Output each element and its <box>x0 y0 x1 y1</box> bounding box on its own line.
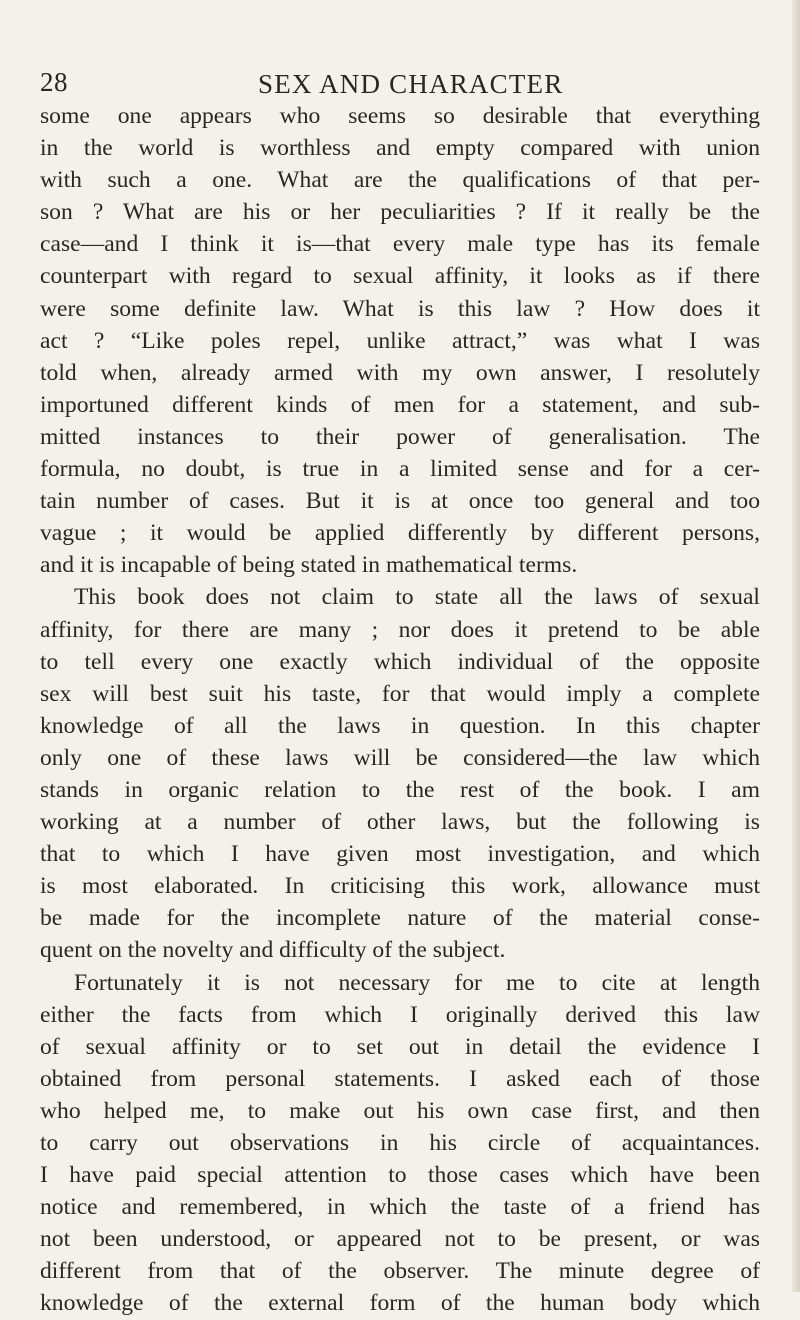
text-line: only one of these laws will be considered—the law which <box>40 744 760 771</box>
text-line: case—and I think it is—that every male type has its female <box>40 231 760 258</box>
text-line: vague ; it would be applied differently by different persons, <box>40 520 760 547</box>
text-line: to carry out observations in his circle of acquaintances. <box>40 1130 760 1156</box>
text-line: affinity, for there are many ; nor does it pretend to be able <box>40 616 760 643</box>
text-line: not been understood, or appeared not to be present, or was <box>40 1226 760 1253</box>
text-line: either the facts from which I originally derived this law <box>40 1001 760 1028</box>
text-line: tain number of cases. But it is at once too general and too <box>40 488 760 515</box>
text-line: to tell every one exactly which individual of the opposite <box>40 648 760 675</box>
paragraph-last-line: and it is incapable of being stated in mathematical terms. <box>40 552 578 579</box>
text-line: act ? “Like poles repel, unlike attract,” was what I was <box>40 327 760 354</box>
text-line: notice and remembered, in which the taste of a friend has <box>40 1194 760 1221</box>
text-line: I have paid special attention to those cases which have been <box>40 1162 760 1189</box>
text-line: of sexual affinity or to set out in detail the evidence I <box>40 1033 760 1060</box>
text-line: that to which I have given most investigation, and which <box>40 841 760 868</box>
text-line: with such a one. What are the qualifications of that per- <box>40 167 760 194</box>
text-line: in the world is worthless and empty compared with union <box>40 135 760 162</box>
body-text <box>40 100 760 1320</box>
running-title: SEX AND CHARACTER <box>258 69 564 99</box>
text-line: were some definite law. What is this law ? How does it <box>40 295 760 322</box>
paragraph-first-line: Fortunately it is not necessary for me to cite at length <box>74 969 760 996</box>
text-line: sex will best suit his taste, for that would imply a complete <box>40 680 760 707</box>
text-line: knowledge of all the laws in question. In this chapter <box>40 712 760 739</box>
paragraph-first-line: This book does not claim to state all the laws of sexual <box>74 584 760 611</box>
page-edge <box>792 0 800 1292</box>
text-line: is most elaborated. In criticising this work, allowance must <box>40 873 760 900</box>
text-line: who helped me, to make out his own case first, and then <box>40 1097 760 1124</box>
text-line: different from that of the observer. The minute degree of <box>40 1258 760 1285</box>
text-line: mitted instances to their power of generalisation. The <box>40 423 760 450</box>
text-line: be made for the incomplete nature of the material conse- <box>40 905 760 932</box>
text-line: working at a number of other laws, but the following is <box>40 809 760 836</box>
text-line: counterpart with regard to sexual affinity, it looks as if there <box>40 263 760 290</box>
paragraph-last-line: quent on the novelty and difficulty of the subject. <box>40 937 506 964</box>
text-line: knowledge of the external form of the human body which <box>40 1290 760 1317</box>
text-line: obtained from personal statements. I asked each of those <box>40 1065 760 1092</box>
text-line: formula, no doubt, is true in a limited sense and for a cer- <box>40 456 760 483</box>
text-line: importuned different kinds of men for a statement, and sub- <box>40 391 760 418</box>
text-line: stands in organic relation to the rest of the book. I am <box>40 776 760 803</box>
text-line: some one appears who seems so desirable that everything <box>40 103 760 129</box>
text-line: son ? What are his or her peculiarities ? If it really be the <box>40 199 760 226</box>
text-line: told when, already armed with my own answer, I resolutely <box>40 359 760 386</box>
page-number: 28 <box>40 67 68 97</box>
